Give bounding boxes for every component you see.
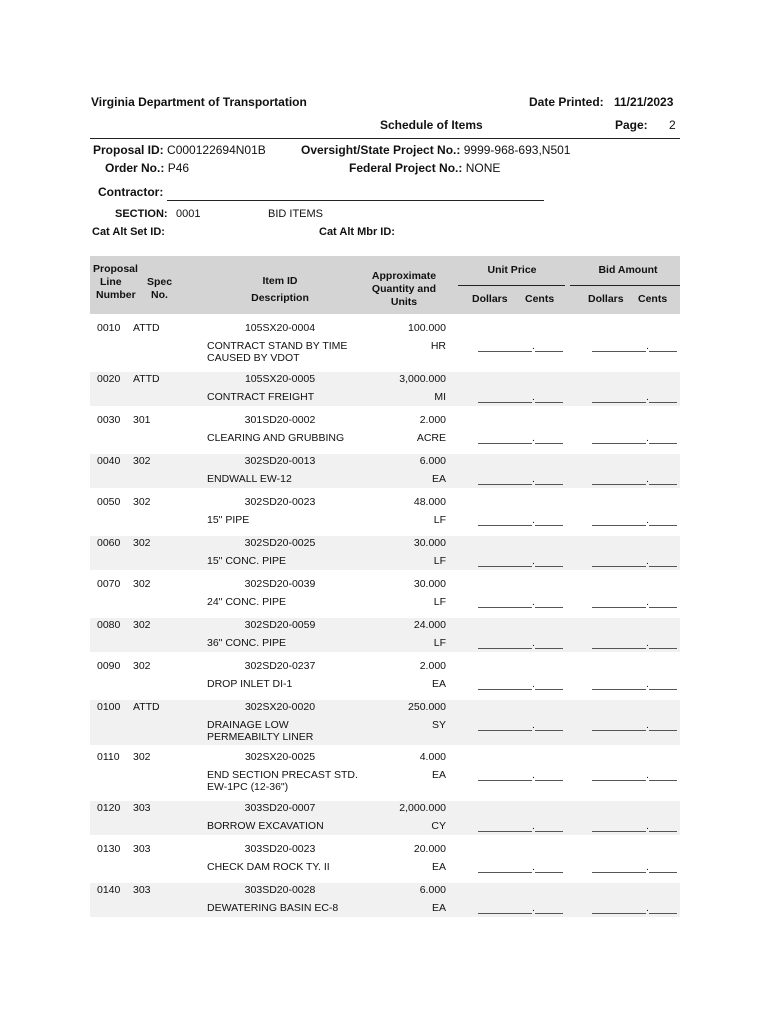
- approx-quantity: 6.000: [419, 884, 446, 896]
- approx-quantity: 24.000: [413, 619, 446, 631]
- contractor-line[interactable]: [167, 200, 544, 201]
- order-no-row: [105, 161, 189, 175]
- unit-price-entry[interactable]: [478, 340, 563, 352]
- item-id: 302SX20-0025: [244, 751, 316, 763]
- spec-number: 302: [133, 751, 151, 763]
- unit-price-entry[interactable]: [478, 555, 563, 567]
- decimal-point: .: [646, 820, 649, 832]
- section-name: BID ITEMS: [268, 208, 324, 220]
- bid-amount-dollars-blank[interactable]: [592, 434, 646, 444]
- unit-price-cents-blank[interactable]: [535, 342, 563, 352]
- bid-amount-cents-blank[interactable]: [649, 434, 677, 444]
- decimal-point: .: [532, 514, 535, 526]
- item-description: DROP INLET DI-1: [207, 678, 293, 690]
- approx-quantity: 30.000: [413, 578, 446, 590]
- decimal-point: .: [646, 596, 649, 608]
- decimal-point: .: [532, 769, 535, 781]
- unit-price-entry[interactable]: [478, 902, 563, 914]
- proposal-col-line1: Proposal: [93, 263, 138, 275]
- qty-col-line1: Approximate: [371, 270, 437, 282]
- bid-amount-dollars-blank[interactable]: [592, 516, 646, 526]
- section-label: SECTION:: [115, 208, 168, 220]
- approx-quantity: 30.000: [413, 537, 446, 549]
- line-number: 0130: [97, 843, 121, 855]
- approx-quantity: 2.000: [419, 660, 446, 672]
- bid-amount-dollars-blank[interactable]: [592, 680, 646, 690]
- quantity-unit: LF: [433, 637, 446, 649]
- line-number: 0120: [97, 802, 121, 814]
- bid-amount-cents-blank[interactable]: [649, 393, 677, 403]
- bid-amount-cents-blank[interactable]: [649, 557, 677, 567]
- table-row: [90, 454, 680, 488]
- unit-price-dollars-blank[interactable]: [478, 904, 532, 914]
- decimal-point: .: [646, 432, 649, 444]
- item-id: 303SD20-0023: [244, 843, 316, 855]
- page-label: Page:: [615, 118, 648, 132]
- federal-value: NONE: [465, 161, 501, 175]
- unit-price-dollars-blank[interactable]: [478, 434, 532, 444]
- spec-number: 302: [133, 619, 151, 631]
- spec-number: 301: [133, 414, 151, 426]
- quantity-unit: MI: [434, 391, 446, 403]
- item-id: 302SD20-0039: [244, 578, 316, 590]
- unit-price-cents-blank[interactable]: [535, 771, 563, 781]
- bid-amount-entry[interactable]: [592, 678, 677, 690]
- bid-amount-cents: Cents: [638, 293, 668, 305]
- bid-amount-entry[interactable]: [592, 596, 677, 608]
- federal-label: Federal Project No.:: [349, 161, 463, 175]
- item-description: 15" CONC. PIPE: [207, 555, 287, 567]
- unit-price-entry[interactable]: [478, 769, 563, 781]
- section-number: 0001: [176, 208, 201, 220]
- item-id: 303SD20-0028: [244, 884, 316, 896]
- decimal-point: .: [532, 391, 535, 403]
- table-row: [90, 372, 680, 406]
- spec-number: 302: [133, 455, 151, 467]
- decimal-point: .: [532, 340, 535, 352]
- unit-price-col: Unit Price: [487, 264, 537, 276]
- unit-price-dollars-blank[interactable]: [478, 342, 532, 352]
- spec-col-line2: No.: [151, 289, 168, 301]
- approx-quantity: 100.000: [408, 322, 446, 334]
- bid-amount-cents-blank[interactable]: [649, 680, 677, 690]
- approx-quantity: 4.000: [419, 751, 446, 763]
- bid-amount-entry[interactable]: [592, 340, 677, 352]
- bid-amount-dollars-blank[interactable]: [592, 863, 646, 873]
- approx-quantity: 48.000: [413, 496, 446, 508]
- decimal-point: .: [646, 678, 649, 690]
- bid-amount-entry[interactable]: [592, 391, 677, 403]
- item-id: 302SD20-0059: [244, 619, 316, 631]
- table-row: [90, 618, 680, 652]
- decimal-point: .: [646, 340, 649, 352]
- unit-price-cents-blank[interactable]: [535, 434, 563, 444]
- item-description: CONTRACT STAND BY TIME: [207, 340, 348, 352]
- item-description-cont: CAUSED BY VDOT: [207, 352, 300, 364]
- table-row: [90, 700, 680, 745]
- decimal-point: .: [532, 432, 535, 444]
- unit-price-entry[interactable]: [478, 678, 563, 690]
- header-divider: [90, 138, 680, 139]
- spec-number: 302: [133, 496, 151, 508]
- bid-amount-entry[interactable]: [592, 637, 677, 649]
- spec-number: 302: [133, 537, 151, 549]
- line-number: 0060: [97, 537, 121, 549]
- proposal-col-line3: Number: [96, 289, 136, 301]
- decimal-point: .: [646, 555, 649, 567]
- table-row: [90, 883, 680, 917]
- bid-amount-dollars-blank[interactable]: [592, 904, 646, 914]
- decimal-point: .: [532, 473, 535, 485]
- bid-amount-dollars-blank[interactable]: [592, 393, 646, 403]
- unit-price-cents-blank[interactable]: [535, 557, 563, 567]
- proposal-id-label: Proposal ID:: [93, 143, 164, 157]
- decimal-point: .: [646, 637, 649, 649]
- bid-amount-dollars-blank[interactable]: [592, 771, 646, 781]
- bid-amount-entry[interactable]: [592, 861, 677, 873]
- bid-amount-dollars-blank[interactable]: [592, 639, 646, 649]
- decimal-point: .: [646, 391, 649, 403]
- item-description: 36" CONC. PIPE: [207, 637, 287, 649]
- decimal-point: .: [532, 678, 535, 690]
- bid-amount-dollars: Dollars: [588, 293, 624, 305]
- quantity-unit: EA: [431, 473, 446, 485]
- bid-amount-entry[interactable]: [592, 902, 677, 914]
- decimal-point: .: [646, 719, 649, 731]
- federal-row: [349, 161, 500, 175]
- order-no-label: Order No.:: [105, 161, 165, 175]
- approx-quantity: 3,000.000: [399, 373, 446, 385]
- item-description: END SECTION PRECAST STD.: [207, 769, 358, 781]
- qty-col-line3: Units: [390, 296, 418, 308]
- agency-name: Virginia Department of Transportation: [91, 95, 307, 109]
- item-description-cont: EW-1PC (12-36"): [207, 781, 289, 793]
- table-row: [90, 321, 680, 366]
- item-id: 105SX20-0004: [244, 322, 316, 334]
- bid-amount-entry[interactable]: [592, 820, 677, 832]
- bid-amount-entry[interactable]: [592, 769, 677, 781]
- cat-alt-mbr-label: Cat Alt Mbr ID:: [319, 226, 395, 238]
- item-description: DEWATERING BASIN EC-8: [207, 902, 339, 914]
- item-description: 15" PIPE: [207, 514, 250, 526]
- unit-price-cents: Cents: [525, 293, 555, 305]
- bid-amount-dollars-blank[interactable]: [592, 557, 646, 567]
- line-number: 0070: [97, 578, 121, 590]
- unit-price-dollars-blank[interactable]: [478, 771, 532, 781]
- bid-amount-cents-blank[interactable]: [649, 516, 677, 526]
- proposal-id-value: C000122694N01B: [167, 143, 266, 157]
- approx-quantity: 6.000: [419, 455, 446, 467]
- line-number: 0080: [97, 619, 121, 631]
- unit-price-cents-blank[interactable]: [535, 721, 563, 731]
- oversight-row: [301, 143, 570, 157]
- bid-amount-entry[interactable]: [592, 473, 677, 485]
- decimal-point: .: [646, 769, 649, 781]
- spec-number: ATTD: [133, 322, 160, 334]
- bid-amount-cents-blank[interactable]: [649, 904, 677, 914]
- bid-amount-cents-blank[interactable]: [649, 598, 677, 608]
- unit-price-dollars-blank[interactable]: [478, 680, 532, 690]
- unit-price-cents-blank[interactable]: [535, 516, 563, 526]
- unit-price-entry[interactable]: [478, 391, 563, 403]
- bid-amount-cents-blank[interactable]: [649, 863, 677, 873]
- date-printed-label: Date Printed:: [529, 95, 604, 109]
- unit-price-rule: [458, 285, 565, 286]
- line-number: 0050: [97, 496, 121, 508]
- bid-amount-cents-blank[interactable]: [649, 721, 677, 731]
- bid-amount-dollars-blank[interactable]: [592, 721, 646, 731]
- item-id: 302SD20-0023: [244, 496, 316, 508]
- spec-number: ATTD: [133, 373, 160, 385]
- item-description: CHECK DAM ROCK TY. II: [207, 861, 330, 873]
- decimal-point: .: [532, 637, 535, 649]
- order-no-value: P46: [167, 161, 190, 175]
- qty-col-line2: Quantity and: [371, 283, 437, 295]
- bid-amount-cents-blank[interactable]: [649, 639, 677, 649]
- item-description: BORROW EXCAVATION: [207, 820, 324, 832]
- unit-price-entry[interactable]: [478, 596, 563, 608]
- unit-price-entry[interactable]: [478, 432, 563, 444]
- decimal-point: .: [532, 861, 535, 873]
- bid-amount-entry[interactable]: [592, 719, 677, 731]
- item-id: 302SD20-0025: [244, 537, 316, 549]
- decimal-point: .: [646, 514, 649, 526]
- table-row: [90, 842, 680, 876]
- line-number: 0100: [97, 701, 121, 713]
- cat-alt-set-label: Cat Alt Set ID:: [92, 226, 165, 238]
- oversight-label: Oversight/State Project No.:: [301, 143, 461, 157]
- decimal-point: .: [532, 555, 535, 567]
- unit-price-dollars-blank[interactable]: [478, 721, 532, 731]
- table-row: [90, 495, 680, 529]
- unit-price-cents-blank[interactable]: [535, 639, 563, 649]
- decimal-point: .: [532, 596, 535, 608]
- approx-quantity: 250.000: [408, 701, 446, 713]
- line-number: 0110: [97, 751, 120, 763]
- quantity-unit: LF: [433, 596, 446, 608]
- bid-amount-dollars-blank[interactable]: [592, 822, 646, 832]
- quantity-unit: EA: [431, 769, 446, 781]
- spec-number: 303: [133, 802, 151, 814]
- item-description: CONTRACT FREIGHT: [207, 391, 315, 403]
- item-id: 301SD20-0002: [244, 414, 316, 426]
- item-id-col: Item ID: [262, 275, 298, 287]
- quantity-unit: CY: [431, 820, 446, 832]
- spec-number: 302: [133, 660, 151, 672]
- bid-amount-cents-blank[interactable]: [649, 342, 677, 352]
- unit-price-entry[interactable]: [478, 719, 563, 731]
- item-id: 105SX20-0005: [244, 373, 316, 385]
- unit-price-cents-blank[interactable]: [535, 393, 563, 403]
- table-row: [90, 536, 680, 570]
- bid-amount-dollars-blank[interactable]: [592, 342, 646, 352]
- proposal-id-row: [93, 143, 266, 157]
- quantity-unit: EA: [431, 678, 446, 690]
- line-number: 0030: [97, 414, 121, 426]
- item-description: 24" CONC. PIPE: [207, 596, 287, 608]
- decimal-point: .: [646, 473, 649, 485]
- oversight-value: 9999-968-693,N501: [463, 143, 571, 157]
- table-row: [90, 659, 680, 693]
- bid-amount-cents-blank[interactable]: [649, 475, 677, 485]
- quantity-unit: EA: [431, 861, 446, 873]
- decimal-point: .: [532, 902, 535, 914]
- line-number: 0040: [97, 455, 121, 467]
- spec-number: 302: [133, 578, 151, 590]
- bid-amount-rule: [570, 285, 680, 286]
- unit-price-dollars-blank[interactable]: [478, 393, 532, 403]
- unit-price-cents-blank[interactable]: [535, 863, 563, 873]
- approx-quantity: 2.000: [419, 414, 446, 426]
- unit-price-dollars-blank[interactable]: [478, 516, 532, 526]
- quantity-unit: LF: [433, 555, 446, 567]
- item-description: ENDWALL EW-12: [207, 473, 292, 485]
- table-row: [90, 801, 680, 835]
- table-row: [90, 750, 680, 795]
- bid-amount-col: Bid Amount: [598, 264, 658, 276]
- bid-amount-dollars-blank[interactable]: [592, 598, 646, 608]
- spec-col-line1: Spec: [147, 276, 173, 288]
- item-id: 302SX20-0020: [244, 701, 316, 713]
- contractor-label: Contractor:: [98, 185, 164, 199]
- unit-price-dollars-blank[interactable]: [478, 598, 532, 608]
- quantity-unit: LF: [433, 514, 446, 526]
- spec-number: ATTD: [133, 701, 160, 713]
- table-row: [90, 577, 680, 611]
- bid-amount-cents-blank[interactable]: [649, 771, 677, 781]
- decimal-point: .: [646, 902, 649, 914]
- schedule-title: Schedule of Items: [380, 118, 483, 132]
- quantity-unit: HR: [430, 340, 446, 352]
- unit-price-dollars-blank[interactable]: [478, 639, 532, 649]
- approx-quantity: 2,000.000: [399, 802, 446, 814]
- quantity-unit: EA: [431, 902, 446, 914]
- unit-price-cents-blank[interactable]: [535, 904, 563, 914]
- unit-price-entry[interactable]: [478, 637, 563, 649]
- unit-price-cents-blank[interactable]: [535, 475, 563, 485]
- table-header: [90, 256, 680, 314]
- spec-number: 303: [133, 884, 151, 896]
- page-number: 2: [669, 118, 676, 132]
- description-col: Description: [251, 292, 309, 304]
- bid-amount-entry[interactable]: [592, 514, 677, 526]
- item-id: 303SD20-0007: [244, 802, 316, 814]
- line-number: 0140: [97, 884, 121, 896]
- proposal-col-line2: Line: [100, 276, 122, 288]
- unit-price-entry[interactable]: [478, 820, 563, 832]
- quantity-unit: SY: [431, 719, 446, 731]
- bid-amount-entry[interactable]: [592, 555, 677, 567]
- unit-price-dollars-blank[interactable]: [478, 475, 532, 485]
- bid-amount-dollars-blank[interactable]: [592, 475, 646, 485]
- unit-price-entry[interactable]: [478, 861, 563, 873]
- spec-number: 303: [133, 843, 151, 855]
- decimal-point: .: [532, 820, 535, 832]
- unit-price-cents-blank[interactable]: [535, 680, 563, 690]
- item-description: CLEARING AND GRUBBING: [207, 432, 345, 444]
- line-number: 0090: [97, 660, 121, 672]
- line-number: 0010: [97, 322, 121, 334]
- unit-price-dollars-blank[interactable]: [478, 822, 532, 832]
- table-row: [90, 413, 680, 447]
- line-number: 0020: [97, 373, 121, 385]
- unit-price-cents-blank[interactable]: [535, 598, 563, 608]
- date-printed-value: 11/21/2023: [614, 95, 674, 109]
- unit-price-dollars-blank[interactable]: [478, 557, 532, 567]
- item-description: DRAINAGE LOW: [207, 719, 289, 731]
- item-id: 302SD20-0013: [244, 455, 316, 467]
- approx-quantity: 20.000: [413, 843, 446, 855]
- unit-price-entry[interactable]: [478, 473, 563, 485]
- decimal-point: .: [646, 861, 649, 873]
- unit-price-dollars: Dollars: [472, 293, 508, 305]
- unit-price-entry[interactable]: [478, 514, 563, 526]
- unit-price-cents-blank[interactable]: [535, 822, 563, 832]
- bid-amount-entry[interactable]: [592, 432, 677, 444]
- unit-price-dollars-blank[interactable]: [478, 863, 532, 873]
- quantity-unit: ACRE: [416, 432, 446, 444]
- item-description-cont: PERMEABILTY LINER: [207, 731, 314, 743]
- item-id: 302SD20-0237: [244, 660, 316, 672]
- decimal-point: .: [532, 719, 535, 731]
- bid-amount-cents-blank[interactable]: [649, 822, 677, 832]
